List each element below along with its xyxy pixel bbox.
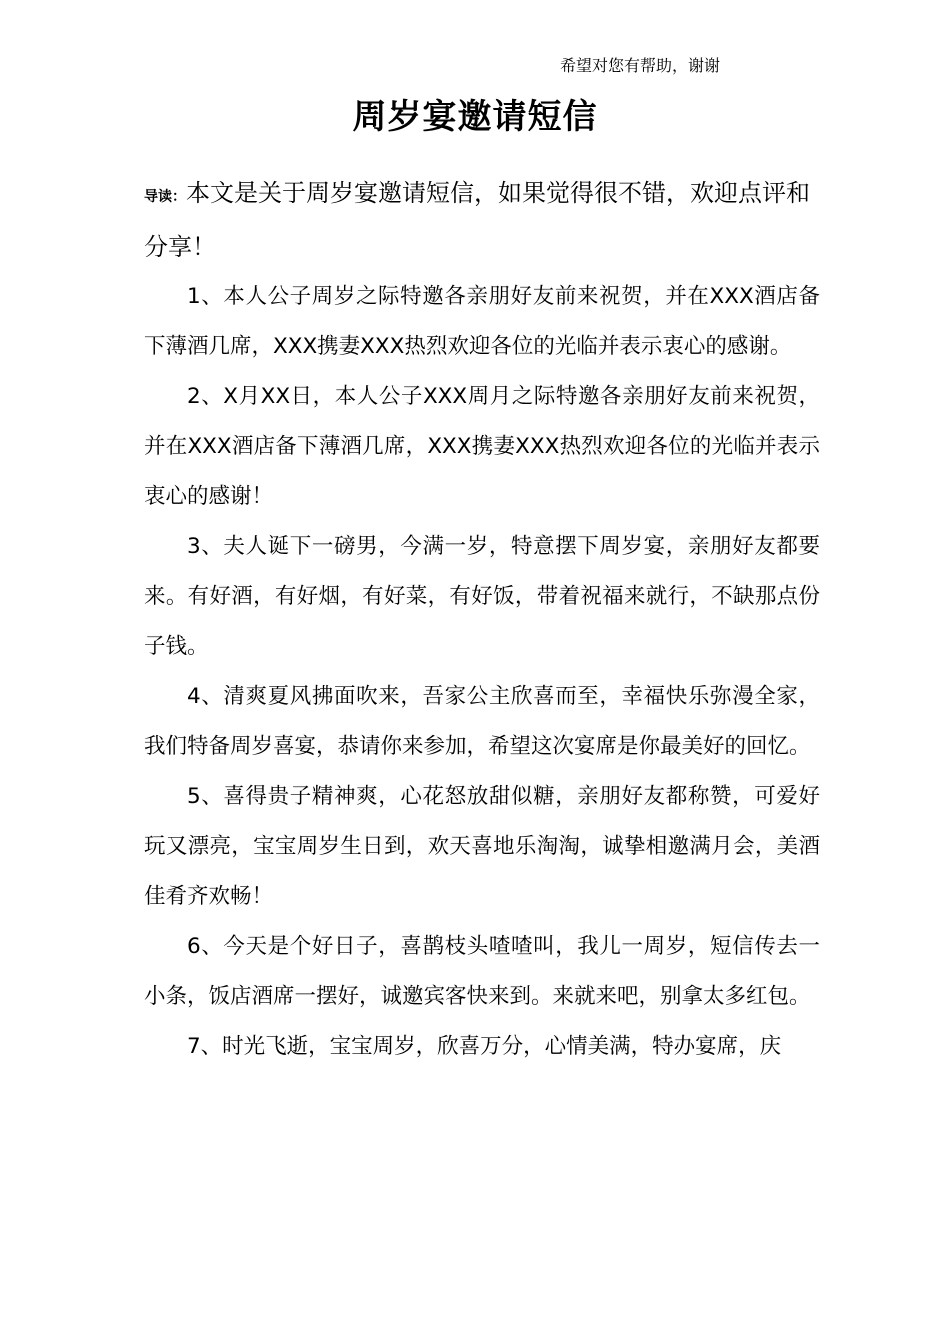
page-title: 周岁宴邀请短信 <box>352 97 598 137</box>
document-body <box>144 168 820 1072</box>
paragraph-6: 6、今天是个好日子，喜鹊枝头喳喳叫，我儿一周岁，短信传去一小条，饭店酒席一摆好，诚邀宾客快来到。来就来吧，别拿太多红包。 <box>144 934 820 1009</box>
paragraph-4: 4、清爽夏风拂面吹来，吾家公主欣喜而至，幸福快乐弥漫全家，我们特备周岁喜宴，恭请你来参加，希望这次宴席是你最美好的回忆。 <box>144 684 820 759</box>
intro-text: 本文是关于周岁宴邀请短信，如果觉得很不错，欢迎点评和分享！ <box>144 179 810 261</box>
paragraph-7: 7、时光飞逝，宝宝周岁，欣喜万分，心情美满，特办宴席，庆 <box>187 1034 782 1059</box>
paragraph-5: 5、喜得贵子精神爽，心花怒放甜似糖，亲朋好友都称赞，可爱好玩又漂亮，宝宝周岁生日到，欢天喜地乐淘淘，诚挚相邀满月会，美酒佳肴齐欢畅！ <box>144 784 820 909</box>
header-note: 希望对您有帮助，谢谢 <box>560 56 721 75</box>
paragraph-2: 2、X月XX日，本人公子XXX周月之际特邀各亲朋好友前来祝贺，并在XXX酒店备下薄酒几席，XXX携妻XXX热烈欢迎各位的光临并表示衷心的感谢！ <box>144 384 820 509</box>
paragraph-1: 1、本人公子周岁之际特邀各亲朋好友前来祝贺，并在XXX酒店备下薄酒几席，XXX携妻XXX热烈欢迎各位的光临并表示衷心的感谢。 <box>144 284 820 359</box>
intro-label: 导读： <box>144 189 186 205</box>
paragraph-3: 3、夫人诞下一磅男，今满一岁，特意摆下周岁宴，亲朋好友都要来。有好酒，有好烟，有好菜，有好饭，带着祝福来就行，不缺那点份子钱。 <box>144 534 820 659</box>
intro-paragraph <box>144 168 820 272</box>
